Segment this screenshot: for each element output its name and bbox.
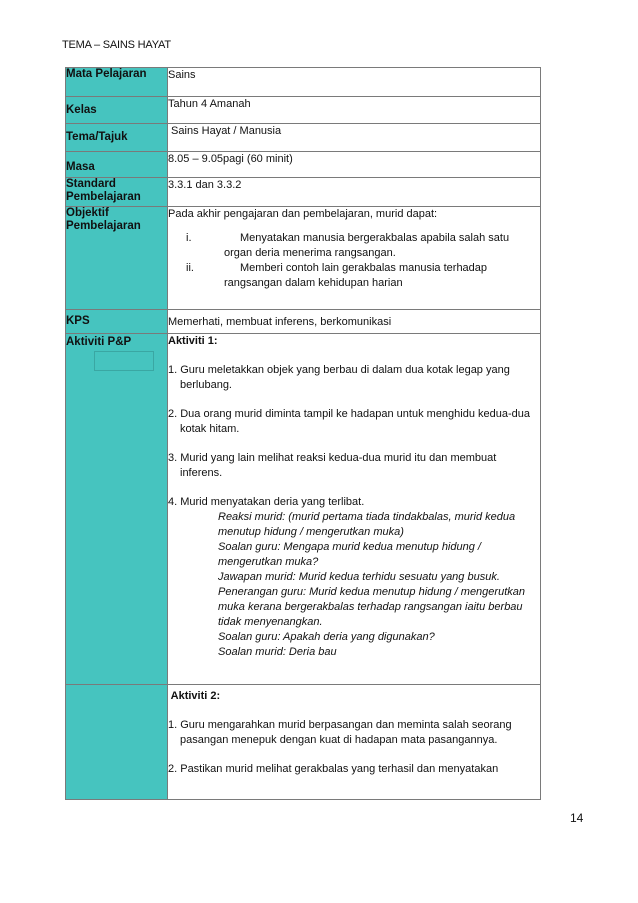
page-number: 14 xyxy=(570,811,584,825)
objektif-item-text: Menyatakan manusia bergerakbalas apabila salah satu organ deria menerima rangsangan. xyxy=(224,232,510,259)
aktiviti-step xyxy=(168,495,540,660)
aktiviti-step-text: 4. Murid menyatakan deria yang terlibat. xyxy=(168,496,365,508)
label-inner-box xyxy=(94,351,154,371)
objektif-item-number: i. xyxy=(186,232,192,244)
objektif-item-number: ii. xyxy=(186,262,194,274)
aktiviti-step: 2. Pastikan murid melihat gerakbalas yang terhasil dan menyatakan xyxy=(168,763,499,775)
label-aktiviti-continued xyxy=(66,685,168,800)
page-header: TEMA – SAINS HAYAT xyxy=(62,39,171,51)
aktiviti-step: 1. Guru mengarahkan murid berpasangan dan meminta salah seorang pasangan menepuk dengan kuat di hadapan mata pasangannya. xyxy=(168,719,512,746)
row-objektif xyxy=(66,207,541,310)
value-aktiviti-1 xyxy=(168,334,541,685)
dialog-line: Soalan guru: Mengapa murid kedua menutup hidung / mengerutkan muka? xyxy=(218,541,481,568)
objektif-intro: Pada akhir pengajaran dan pembelajaran, murid dapat: xyxy=(168,208,438,220)
dialog-line: Soalan guru: Apakah deria yang digunakan? xyxy=(218,631,435,643)
label-tema: Tema/Tajuk xyxy=(66,124,168,152)
value-objektif xyxy=(168,207,541,310)
objektif-item xyxy=(186,231,540,261)
row-masa xyxy=(66,152,541,178)
row-kelas xyxy=(66,97,541,124)
lesson-plan-table xyxy=(65,67,541,800)
value-masa: 8.05 – 9.05pagi (60 minit) xyxy=(168,152,541,178)
row-mata-pelajaran xyxy=(66,68,541,97)
dialog-line: Penerangan guru: Murid kedua menutup hidung / mengerutkan muka kerana bergerakbalas terhadap rangsangan iaitu berbau tidak menyenangkan. xyxy=(218,586,525,628)
label-aktiviti-text: Aktiviti P&P xyxy=(66,336,132,348)
label-mata-pelajaran: Mata Pelajaran xyxy=(66,68,168,97)
dialog-line: Soalan murid: Deria bau xyxy=(218,646,337,658)
value-standard: 3.3.1 dan 3.3.2 xyxy=(168,178,541,207)
label-masa: Masa xyxy=(66,152,168,178)
dialog-line: Jawapan murid: Murid kedua terhidu sesuatu yang busuk. xyxy=(218,571,500,583)
label-objektif: Objektif Pembelajaran xyxy=(66,207,168,310)
value-tema: Sains Hayat / Manusia xyxy=(168,124,541,152)
aktiviti-step: 2. Dua orang murid diminta tampil ke hadapan untuk menghidu kedua-dua kotak hitam. xyxy=(168,408,531,435)
aktiviti-step: 1. Guru meletakkan objek yang berbau di dalam dua kotak legap yang berlubang. xyxy=(168,364,510,391)
objektif-item-text: Memberi contoh lain gerakbalas manusia terhadap rangsangan dalam kehidupan harian xyxy=(224,262,488,289)
label-kelas: Kelas xyxy=(66,97,168,124)
row-aktiviti-1 xyxy=(66,334,541,685)
value-aktiviti-2 xyxy=(168,685,541,800)
row-aktiviti-2 xyxy=(66,685,541,800)
objektif-item xyxy=(186,261,540,291)
value-kelas: Tahun 4 Amanah xyxy=(168,97,541,124)
value-mata-pelajaran: Sains xyxy=(168,68,541,97)
aktiviti-step: 3. Murid yang lain melihat reaksi kedua-dua murid itu dan membuat inferens. xyxy=(168,452,497,479)
row-kps xyxy=(66,310,541,334)
aktiviti-1-title: Aktiviti 1: xyxy=(168,335,218,347)
aktiviti-2-title: Aktiviti 2: xyxy=(168,690,221,702)
dialog-line: Reaksi murid: (murid pertama tiada tindakbalas, murid kedua menutup hidung / mengerutkan muka) xyxy=(218,511,516,538)
row-tema xyxy=(66,124,541,152)
row-standard xyxy=(66,178,541,207)
label-standard: Standard Pembelajaran xyxy=(66,178,168,207)
value-kps: Memerhati, membuat inferens, berkomunikasi xyxy=(168,310,541,334)
label-aktiviti xyxy=(66,334,168,685)
label-kps: KPS xyxy=(66,310,168,334)
